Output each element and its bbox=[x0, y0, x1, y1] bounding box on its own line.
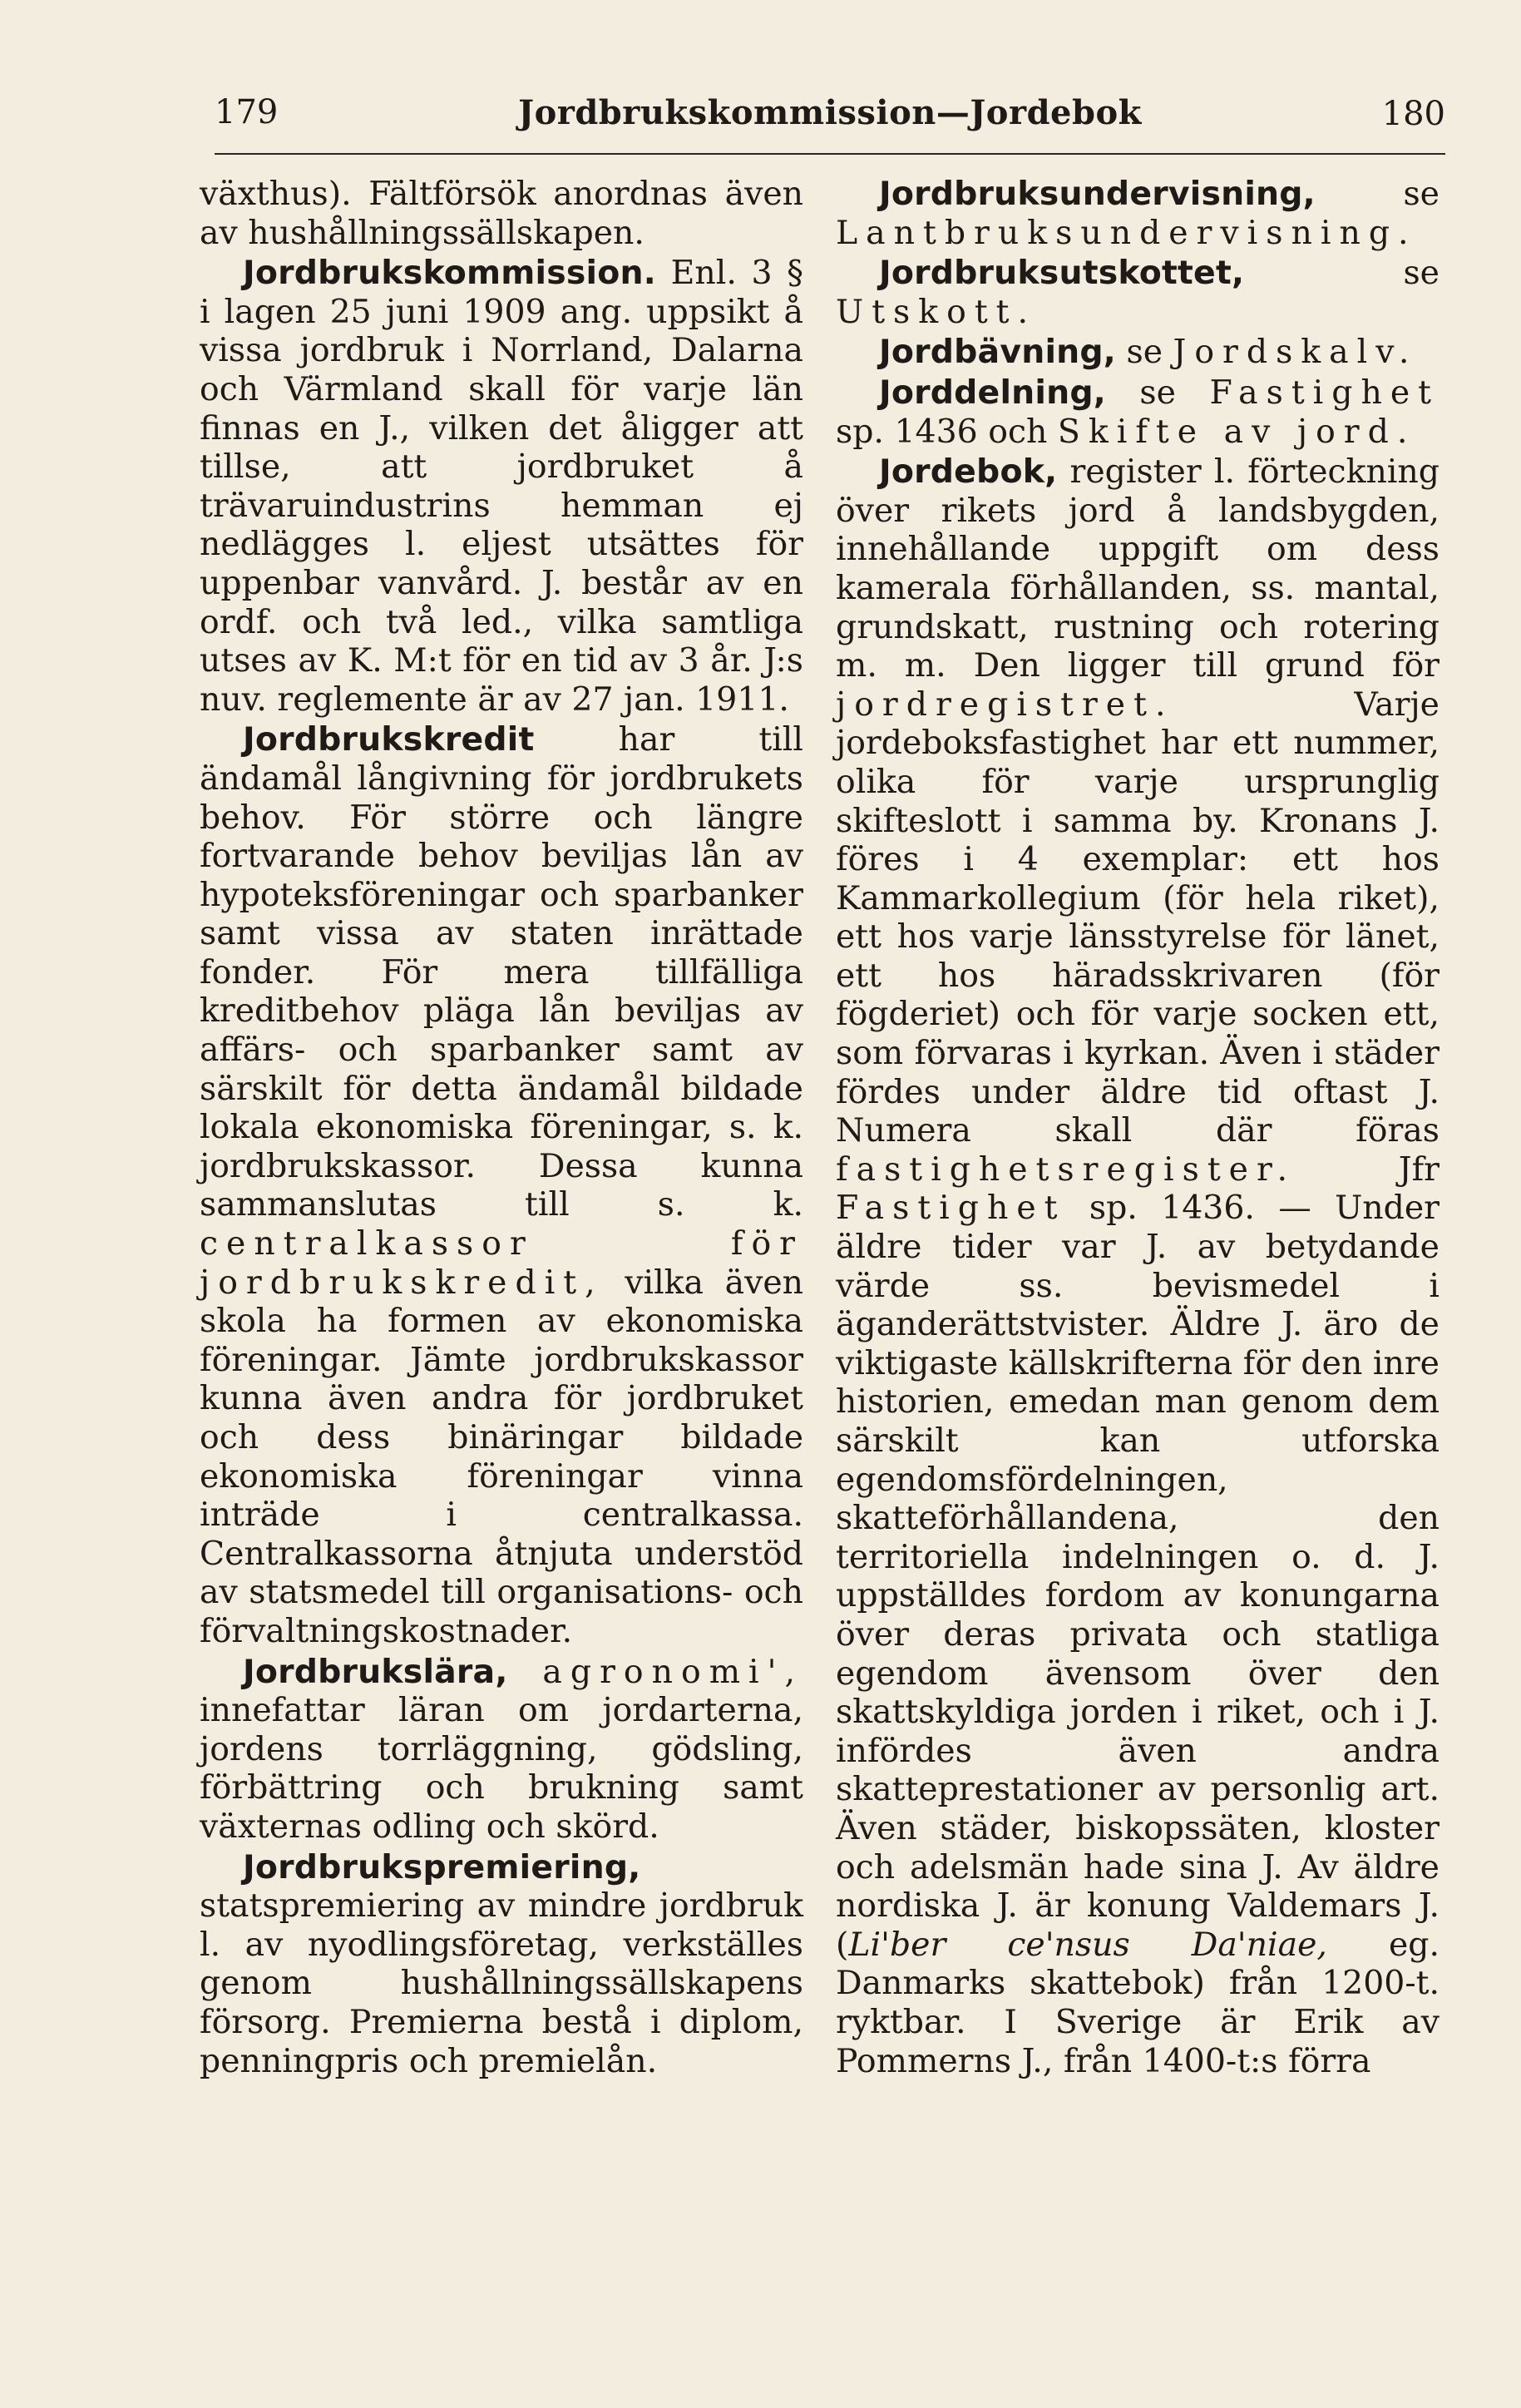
continued-paragraph: växthus). Fältförsök anordnas även av hushållningssällskapen. bbox=[200, 175, 803, 252]
left-page-number: 179 bbox=[215, 93, 279, 131]
cross-reference: jordregistret. bbox=[836, 685, 1174, 724]
cross-reference: Utskott. bbox=[836, 292, 1037, 331]
headword: Jordbrukskommission. bbox=[243, 254, 656, 293]
cross-reference: Fastighet bbox=[1209, 373, 1440, 412]
entry-jorddelning: Jorddelning, se Fastighet sp. 1436 och Skifte av jord. bbox=[836, 373, 1440, 451]
headword: Jordbrukspremiering, bbox=[243, 1847, 641, 1886]
headword: Jordbävning, bbox=[879, 333, 1116, 372]
right-page-number: 180 bbox=[1381, 95, 1445, 133]
headword: Jordebok, bbox=[879, 452, 1058, 492]
cross-reference: Lantbruksundervisning. bbox=[836, 213, 1417, 252]
entry-jordbrukslara: Jordbrukslära, agronomi', innefattar läran om jordarterna, jordens torrläggning, gödsling, förbättring och brukning samt växternas odling och skörd. bbox=[200, 1652, 803, 1846]
running-title: Jordbrukskommission—Jordebok bbox=[518, 93, 1142, 132]
header-rule bbox=[215, 153, 1445, 155]
headword: Jorddelning, bbox=[879, 373, 1106, 412]
right-column bbox=[836, 175, 1440, 2080]
cross-reference: fastighetsregister. bbox=[836, 1150, 1296, 1189]
latin-title: Li'ber ce'nsus Da'niae, bbox=[848, 1925, 1327, 1964]
headword: Jordbruksutskottet, bbox=[879, 254, 1245, 293]
cross-reference: Fastighet bbox=[836, 1189, 1066, 1228]
headword: Jordbrukskredit bbox=[243, 720, 535, 759]
entry-jordbruksundervisning: Jordbruksundervisning, se Lantbruksundervisning. bbox=[836, 175, 1440, 252]
headword: Jordbrukslära, bbox=[243, 1652, 508, 1691]
cross-reference: Jordskalv. bbox=[1173, 333, 1418, 372]
synonym: agronomi', bbox=[507, 1652, 803, 1691]
entry-jordebok: Jordebok, register l. förteckning över rikets jord å landsbygden, innehållande uppgift om dess kamerala förhållanden, ss. mantal, grundskatt, rustning och rotering m. m. Den ligger till grund för jordregistret. Varje jordeboksfastighet har ett nummer, olika för varje ursprunglig skifteslott i samma by. Kronans J. föres i 4 exemplar: ett hos Kammarkollegium (för hela riket), ett hos varje länsstyrelse för länet, ett hos häradsskrivaren (för fögderiet) och för varje socken ett, som förvaras i kyrkan. Även i städer fördes under äldre tid oftast J. Numera skall där föras fastighetsregister. Jfr Fastighet sp. 1436. — Under äldre tider var J. av betydande värde ss. bevismedel i äganderättstvister. Äldre J. äro de viktigaste källskrifterna för den inre historien, emedan man genom dem särskilt kan utforska egendomsfördelningen, skatteförhållandena, den territoriella indelningen o. d. J. uppställdes fordom av konungarna över deras privata och statliga egendom ävensom över den skattskyldiga jorden i riket, och i J. infördes även andra skatteprestationer av personlig art. Även städer, biskopssäten, kloster och adelsmän hade sina J. Av äldre nordiska J. är konung Valdemars J. (Li'ber ce'nsus Da'niae, eg. Danmarks skattebok) från 1200-t. ryktbar. I Sverige är Erik av Pommerns J., från 1400-t:s förra bbox=[836, 452, 1440, 2080]
page-header bbox=[215, 83, 1445, 141]
entry-jordbruksutskottet: Jordbruksutskottet, se Utskott. bbox=[836, 254, 1440, 331]
cross-reference: centralkassor för jordbrukskredit, bbox=[200, 1224, 803, 1302]
entry-jordbrukskommission: Jordbrukskommission. Enl. 3 § i lagen 25 juni 1909 ang. uppsikt å vissa jordbruk i Norrland, Dalarna och Värmland skall för varje län finnas en J., vilken det åligger att tillse, att jordbruket å trävaruindustrins hemman ej nedlägges l. eljest utsättes för uppenbar vanvård. J. består av en ordf. och två led., vilka samtliga utses av K. M:t för en tid av 3 år. J:s nuv. reglemente är av 27 jan. 1911. bbox=[200, 254, 803, 719]
entry-jordbavning: Jordbävning, se Jordskalv. bbox=[879, 333, 1418, 372]
headword: Jordbruksundervisning, bbox=[879, 175, 1316, 213]
left-column bbox=[200, 175, 803, 2080]
cross-reference: Skifte av jord. bbox=[1057, 412, 1416, 451]
entry-jordbrukskredit: Jordbrukskredit har till ändamål långivning för jordbrukets behov. För större och längre fortvarande behov beviljas lån av hypoteksföreningar och sparbanker samt vissa av staten inrättade fonder. För mera tillfälliga kreditbehov pläga lån beviljas av affärs- och sparbanker samt av särskilt för detta ändamål bildade lokala ekonomiska föreningar, s. k. jordbrukskassor. Dessa kunna sammanslutas till s. k. centralkassor för jordbrukskredit, vilka även skola ha formen av ekonomiska föreningar. Jämte jordbrukskassor kunna även andra för jordbruket och dess binäringar bildade ekonomiska föreningar vinna inträde i centralkassa. Centralkassorna åtnjuta understöd av statsmedel till organisations- och förvaltningskostnader. bbox=[200, 720, 803, 1650]
entry-jordbrukspremiering: Jordbrukspremiering, statspremiering av mindre jordbruk l. av nyodlingsföretag, verkställes genom hushållningssällskapens försorg. Premierna bestå i diplom, penningpris och premielån. bbox=[200, 1847, 803, 2080]
